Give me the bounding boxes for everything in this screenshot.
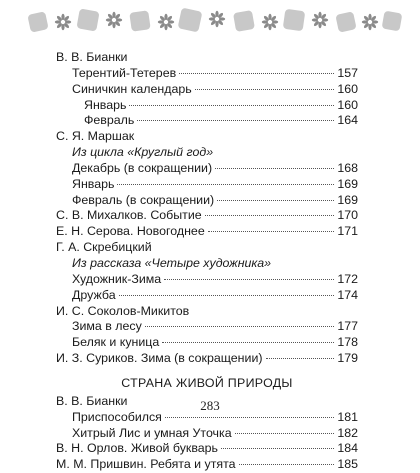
toc-entry-title: Февраль [84, 113, 135, 128]
toc-page-number: 160 [337, 97, 358, 112]
toc-entry [56, 426, 358, 442]
toc-heading [56, 50, 358, 66]
toc-entry [56, 98, 358, 114]
dot-leader [179, 73, 334, 74]
dot-leader [164, 279, 334, 280]
toc-page-number: 182 [337, 425, 358, 440]
toc-entry-title: Зима в лесу [72, 319, 142, 334]
ornament-square [283, 9, 306, 32]
toc-entry-title: Синичкин календарь [72, 81, 192, 96]
ornament-square [382, 11, 403, 32]
toc-page-number: 171 [337, 224, 358, 239]
dot-leader [215, 168, 334, 169]
toc-entry [56, 193, 358, 209]
dot-leader [137, 120, 334, 121]
dot-leader [129, 105, 334, 106]
ornament-flower-icon [312, 12, 328, 28]
toc-entry-title: Февраль (в сокращении) [72, 192, 215, 207]
toc-page-number: 179 [337, 351, 358, 366]
toc-entry [56, 335, 358, 351]
toc-entry-title: Приспособился [72, 409, 162, 424]
dot-leader [195, 89, 335, 90]
toc-entry-title: Хитрый Лис и умная Уточка [72, 425, 232, 440]
toc-entry-title: В. В. Бианки [56, 50, 128, 64]
dot-leader [205, 215, 335, 216]
toc-entry-title: Е. Н. Серова. Новогоднее [56, 224, 205, 239]
toc-entry-title: Беляк и куница [72, 335, 160, 350]
toc-entry [56, 457, 358, 473]
toc-group-1 [56, 50, 358, 367]
toc-entry-title: В. Н. Орлов. Живой букварь [56, 441, 218, 456]
section-title: СТРАНА ЖИВОЙ ПРИРОДЫ [121, 375, 293, 390]
ornament-square [76, 8, 99, 31]
toc-entry-title: С. Я. Маршак [56, 129, 135, 144]
toc-page-number: 181 [337, 409, 358, 424]
ornament-flower-icon [209, 11, 225, 27]
dot-leader [162, 342, 334, 343]
toc-page-number: 169 [337, 176, 358, 191]
toc-page-number: 174 [337, 287, 358, 302]
toc-page-number: 170 [337, 208, 358, 223]
toc-page-number: 164 [337, 113, 358, 128]
toc-entry [56, 224, 358, 240]
toc-entry [56, 66, 358, 82]
toc-page-number: 184 [337, 441, 358, 456]
toc-entry-title: И. С. Соколов-Микитов [56, 303, 190, 318]
ornament-flower-icon [106, 12, 122, 28]
toc-entry [56, 288, 358, 304]
ornament-square [335, 11, 356, 32]
toc-entry [56, 161, 358, 177]
toc-page-number: 168 [337, 160, 358, 175]
toc-entry-title: С. В. Михалков. Событие [56, 208, 202, 223]
toc-entry [56, 208, 358, 224]
ornament-flower-icon [362, 14, 378, 30]
dot-leader [145, 326, 335, 327]
ornament-flower-icon [158, 14, 174, 30]
toc-entry-title: М. М. Пришвин. Ребята и утята [56, 457, 236, 472]
toc-page-number: 169 [337, 192, 358, 207]
toc-entry [56, 319, 358, 335]
toc-entry-title: Дружба [72, 287, 116, 302]
dot-leader [221, 448, 334, 449]
ornament-flower-icon [55, 14, 71, 30]
toc-heading [56, 240, 358, 256]
dot-leader [239, 464, 335, 465]
toc-entry-title: Декабрь (в сокращении) [72, 160, 213, 175]
toc-entry-title: В. В. Бианки [56, 393, 128, 408]
toc-entry-title: Терентий-Тетерев [72, 65, 177, 80]
ornament-square [129, 10, 150, 31]
toc-entry [56, 441, 358, 457]
toc-page-number: 185 [337, 457, 358, 472]
dot-leader [235, 433, 335, 434]
toc-entry-title: Г. А. Скребицкий [56, 240, 152, 255]
toc-entry-title: Из цикла «Круглый год» [72, 145, 214, 160]
toc-entry-title: Январь [84, 97, 127, 112]
page-number: 283 [200, 398, 220, 413]
dot-leader [208, 231, 335, 232]
ornament-square [178, 8, 203, 33]
ornament-flower-icon [262, 14, 278, 30]
decorative-ornament-border [0, 0, 420, 42]
toc-entry-title: Художник-Зима [72, 271, 162, 286]
dot-leader [266, 358, 335, 359]
toc-heading [56, 304, 358, 320]
ornament-square [233, 10, 255, 32]
toc-page-number: 177 [337, 319, 358, 334]
toc-entry [56, 351, 358, 367]
toc-heading [56, 129, 358, 145]
toc-heading [56, 256, 358, 272]
toc-entry-title: Январь [72, 176, 115, 191]
toc-page-number: 178 [337, 335, 358, 350]
ornament-square [27, 11, 48, 32]
toc-entry-title: И. З. Суриков. Зима (в сокращении) [56, 351, 263, 366]
dot-leader [119, 295, 335, 296]
toc-heading [56, 145, 358, 161]
dot-leader [117, 184, 334, 185]
toc-page-number: 157 [337, 65, 358, 80]
toc-page-number: 160 [337, 81, 358, 96]
toc-entry [56, 113, 358, 129]
toc-entry-title: Из рассказа «Четыре художника» [72, 255, 272, 270]
dot-leader [165, 417, 334, 418]
toc-entry [56, 272, 358, 288]
toc-page-number: 172 [337, 271, 358, 286]
dot-leader [217, 200, 334, 201]
toc-entry [56, 177, 358, 193]
toc-entry [56, 82, 358, 98]
